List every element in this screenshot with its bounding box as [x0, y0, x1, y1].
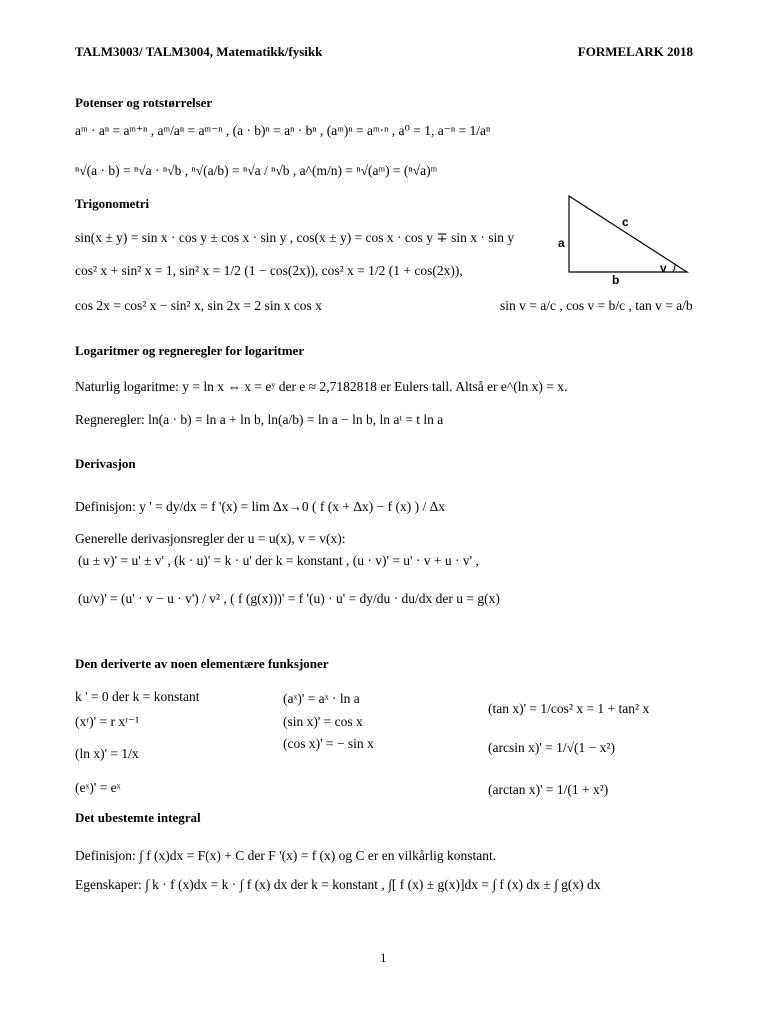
formula-log-1: Naturlig logaritme: y = ln x ⇔ x = eʸ der e ≈ 2,7182818 er Eulers tall. Altså er e^(ln x) = x. [75, 379, 568, 394]
section-title-deriv: Derivasjon [75, 456, 136, 471]
section-title-potenser: Potenser og rotstørrelser [75, 95, 213, 110]
section-title-integral: Det ubestemte integral [75, 810, 201, 825]
formula-deriv-rules-1: (u ± v)' = u' ± v' , (k · u)' = k · u' der k = konstant , (u · v)' = u' · v + u · v' , [78, 553, 479, 568]
elem-col1-row1: k ' = 0 der k = konstant [75, 689, 200, 704]
formula-deriv-rules-2: (u/v)' = (u' · v − u · v') / v² , ( f (g(x)))' = f '(u) · u' = dy/du · du/dx der u = g(x) [78, 591, 500, 606]
triangle-shape [569, 196, 687, 272]
formula-trig-2: cos² x + sin² x = 1, sin² x = 1/2 (1 − cos(2x)), cos² x = 1/2 (1 + cos(2x)), [75, 263, 463, 278]
formula-integral-def: Definisjon: ∫ f (x)dx = F(x) + C der F '(x) = f (x) og C er en vilkårlig konstant. [75, 848, 497, 863]
page-number: 1 [380, 950, 387, 965]
formula-deriv-def: Definisjon: y ' = dy/dx = f '(x) = lim Δx→0 ( f (x + Δx) − f (x) ) / Δx [75, 499, 446, 514]
triangle-label-b: b [612, 273, 620, 287]
formula-trig-ratios: sin v = a/c , cos v = b/c , tan v = a/b [500, 298, 693, 313]
formula-trig-1: sin(x ± y) = sin x · cos y ± cos x · sin y , cos(x ± y) = cos x · cos y ∓ sin x · sin y [75, 230, 515, 245]
section-title-trig: Trigonometri [75, 196, 150, 211]
formula-log-2: Regneregler: ln(a · b) = ln a + ln b, ln(a/b) = ln a − ln b, ln aᵗ = t ln a [75, 412, 444, 427]
formula-trig-3: cos 2x = cos² x − sin² x, sin 2x = 2 sin x cos x [75, 298, 322, 313]
elem-col1-row2: (xʳ)' = r xʳ⁻¹ [75, 714, 140, 729]
formula-potenser-1: aᵐ · aⁿ = aᵐ⁺ⁿ , aᵐ/aⁿ = aᵐ⁻ⁿ , (a · b)ⁿ = aⁿ · bⁿ , (aᵐ)ⁿ = aᵐ·ⁿ , a⁰ = 1, a⁻ⁿ = 1/aⁿ [75, 123, 491, 138]
right-triangle-diagram [555, 192, 695, 284]
triangle-label-a: a [558, 236, 565, 250]
elem-col2-row2: (sin x)' = cos x [283, 714, 363, 729]
formula-integral-props: Egenskaper: ∫ k · f (x)dx = k · ∫ f (x) dx der k = konstant , ∫[ f (x) ± g(x)]dx = ∫ f (x) dx ± ∫ g(x) dx [75, 877, 601, 892]
document-title: FORMELARK 2018 [577, 44, 693, 59]
section-title-log: Logaritmer og regneregler for logaritmer [75, 343, 305, 358]
formula-deriv-general: Generelle derivasjonsregler der u = u(x), v = v(x): [75, 531, 346, 546]
section-title-elem: Den deriverte av noen elementære funksjoner [75, 656, 329, 671]
elem-col1-row3: (ln x)' = 1/x [75, 746, 139, 761]
elem-col2-row3: (cos x)' = − sin x [283, 736, 374, 751]
elem-col2-row1: (aˣ)' = aˣ · ln a [283, 691, 360, 706]
elem-col1-row4: (eˣ)' = eˣ [75, 780, 121, 795]
course-title: TALM3003/ TALM3004, Matematikk/fysikk [75, 44, 323, 59]
elem-col3-row3: (arctan x)' = 1/(1 + x²) [488, 782, 609, 797]
triangle-label-c: c [622, 215, 629, 229]
angle-arc [673, 265, 675, 272]
elem-col3-row1: (tan x)' = 1/cos² x = 1 + tan² x [488, 701, 650, 716]
triangle-label-v: v [660, 261, 667, 275]
formula-potenser-2: ⁿ√(a · b) = ⁿ√a · ⁿ√b , ⁿ√(a/b) = ⁿ√a / ⁿ√b , a^(m/n) = ⁿ√(aᵐ) = (ⁿ√a)ᵐ [75, 163, 438, 178]
elem-col3-row2: (arcsin x)' = 1/√(1 − x²) [488, 740, 615, 755]
